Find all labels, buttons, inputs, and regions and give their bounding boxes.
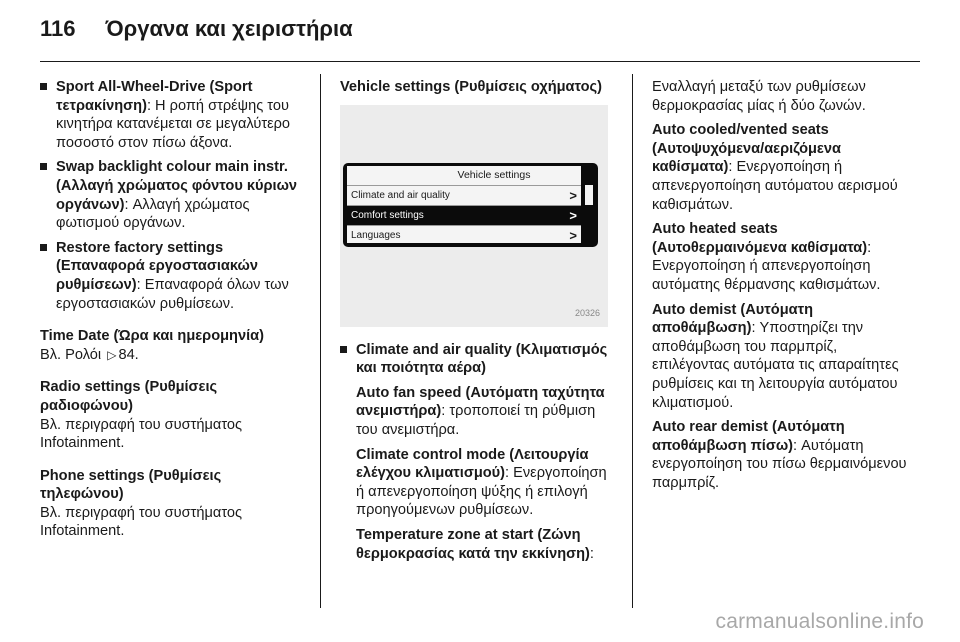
menu-title: Vehicle settings bbox=[457, 168, 531, 181]
entry-title: Climate control mode (Λειτουργία ελέγχου κλιματισμού) bbox=[356, 446, 589, 482]
settings-menu bbox=[347, 166, 581, 243]
menu-scrollbar-thumb[interactable] bbox=[585, 205, 593, 242]
entry-title: Auto cooled/vented seats (Αυτοψυχόμενα/αεριζόμενα καθίσματα) bbox=[652, 122, 841, 176]
chevron-right-icon: > bbox=[569, 227, 577, 243]
menu-item-languages[interactable] bbox=[347, 225, 581, 245]
bullet-item: Swap backlight colour main instr. (Αλλαγή χρώματος φόντου κύριων οργάνων): Αλλαγή χρώματος φωτισμού οργάνων. bbox=[40, 158, 308, 232]
entry: Auto cooled/vented seats (Αυτοψυχόμενα/αεριζόμενα καθίσματα): Ενεργοποίηση ή απενεργοποίηση αυτόματου αερισμού καθισμάτων. bbox=[652, 122, 898, 213]
chevron-right-icon: > bbox=[569, 207, 577, 223]
entry-title: Temperature zone at start (Ζώνη θερμοκρασίας κατά την εκκίνηση) bbox=[356, 526, 590, 562]
column-divider-2 bbox=[632, 74, 633, 608]
entry-title: Auto demist (Αυτόματη αποθάμβωση) bbox=[652, 301, 814, 337]
bullet-item bbox=[340, 341, 608, 378]
entry-text: τροποποιεί τη ρύθμιση του ανεμιστήρα. bbox=[356, 403, 596, 438]
entry-text: Ενεργοποίηση ή απενεργοποίηση αυτόματου αερισμού καθισμάτων. bbox=[652, 159, 898, 213]
page-reference[interactable]: 84. bbox=[118, 346, 139, 363]
bullet-text: Αλλαγή χρώματος φωτισμού οργάνων. bbox=[56, 196, 250, 232]
entry: Auto demist (Αυτόματη αποθάμβωση): Υποστηρίζει την αποθάμβωση του παρμπρίζ, επιλέγοντας αυτόματα τις απαραίτητες ρυθμίσεις και τη λειτουργία αυτόματου κλιματισμού. bbox=[652, 301, 899, 411]
entry-title: Auto fan speed (Αυτόματη ταχύτητα ανεμιστήρα) bbox=[356, 384, 605, 420]
page-number: 116 bbox=[40, 16, 76, 41]
section bbox=[40, 327, 308, 364]
entry: Auto rear demist (Αυτόματη αποθάμβωση πίσω): Αυτόματη ενεργοποίηση του πίσω θερμαινόμενου παρμπρίζ. bbox=[652, 419, 907, 491]
entry-title: Auto heated seats (Αυτοθερμαινόμενα καθίσματα) bbox=[652, 221, 868, 256]
entry: Auto heated seats (Αυτοθερμαινόμενα καθίσματα): Ενεργοποίηση ή απενεργοποίηση αυτόματης θέρμανσης καθισμάτων. bbox=[652, 221, 881, 293]
bullet-title: Restore factory settings (Επαναφορά εργοστασιακών ρυθμίσεων) bbox=[56, 239, 258, 293]
entry-text: Ενεργοποίηση ή απενεργοποίηση αυτόματης θέρμανσης καθισμάτων. bbox=[652, 258, 881, 293]
section-text: Βλ. Ρολόι bbox=[40, 346, 102, 363]
page-reference-arrow-icon: ▷ bbox=[107, 347, 117, 362]
entry: Auto fan speed (Αυτόματη ταχύτητα ανεμιστήρα): τροποποιεί τη ρύθμιση του ανεμιστήρα. bbox=[356, 384, 605, 438]
menu-item-label: Languages bbox=[351, 229, 401, 241]
bullet-text: Επαναφορά όλων των εργοστασιακών ρυθμίσεων. bbox=[56, 276, 289, 312]
bullet-title: Climate and air quality (Κλιματισμός και ποιότητα αέρα) bbox=[356, 341, 608, 377]
intro-text: Εναλλαγή μεταξύ των ρυθμίσεων θερμοκρασίας μίας ή δύο ζωνών. bbox=[652, 79, 866, 114]
section-heading: Vehicle settings (Ρυθμίσεις οχήματος) bbox=[340, 79, 603, 95]
bullet-item: Restore factory settings (Επαναφορά εργοστασιακών ρυθμίσεων): Επαναφορά όλων των εργοστασιακών ρυθμίσεων. bbox=[40, 239, 308, 313]
section-title: Radio settings (Ρυθμίσεις ραδιοφώνου) bbox=[40, 379, 218, 414]
info-display bbox=[343, 163, 598, 247]
section bbox=[40, 467, 308, 541]
menu-item-label: Climate and air quality bbox=[351, 189, 450, 201]
bullet-text: Η ροπή στρέψης του κινητήρα κατανέμεται σε μεγαλύτερο ποσοστό στον πίσω άξονα. bbox=[56, 97, 291, 151]
bullet-title: Sport All-Wheel-Drive (Sport τετρακίνηση) bbox=[56, 79, 253, 114]
menu-item-comfort-selected[interactable] bbox=[347, 205, 581, 225]
column-2 bbox=[340, 78, 608, 569]
header-rule bbox=[40, 61, 920, 62]
entry: Climate control mode (Λειτουργία ελέγχου κλιματισμού): Ενεργοποίηση ή απενεργοποίηση ψύξης ή επιλογή προηγούμενων ρυθμίσεων. bbox=[356, 446, 607, 519]
entry-title: Auto rear demist (Αυτόματη αποθάμβωση πίσω) bbox=[652, 419, 845, 454]
watermark: carmanualsonline.info bbox=[715, 610, 924, 633]
entry-text: Ενεργοποίηση ή απενεργοποίηση ψύξης ή επιλογή προηγούμενων ρυθμίσεων. bbox=[356, 465, 607, 519]
menu-item-label: Comfort settings bbox=[351, 209, 424, 221]
section-title: Phone settings (Ρυθμίσεις τηλεφώνου) bbox=[40, 467, 222, 503]
column-1 bbox=[40, 78, 308, 541]
page-title: Όργανα και χειριστήρια bbox=[105, 16, 353, 41]
section-title: Time Date (Ώρα και ημερομηνία) bbox=[40, 328, 264, 345]
section-text: Βλ. περιγραφή του συστήματος Infotainment. bbox=[40, 416, 243, 452]
column-divider-1 bbox=[320, 74, 321, 608]
display-screenshot bbox=[340, 105, 608, 327]
chevron-right-icon: > bbox=[569, 187, 577, 203]
entry: Temperature zone at start (Ζώνη θερμοκρασίας κατά την εκκίνηση): bbox=[356, 526, 594, 562]
section bbox=[40, 378, 308, 452]
column-3 bbox=[652, 78, 914, 498]
menu-scrollbar[interactable] bbox=[585, 185, 593, 242]
section-text: Βλ. περιγραφή του συστήματος Infotainment. bbox=[40, 504, 243, 540]
menu-item-climate[interactable] bbox=[347, 185, 581, 205]
bullet-title: Swap backlight colour main instr. (Αλλαγή χρώματος φόντου κύριων οργάνων) bbox=[56, 159, 298, 213]
page-header bbox=[40, 16, 353, 52]
bullet-item: Sport All-Wheel-Drive (Sport τετρακίνηση): Η ροπή στρέψης του κινητήρα κατανέμεται σε μεγαλύτερο ποσοστό στον πίσω άξονα. bbox=[40, 78, 308, 152]
image-code: 20326 bbox=[574, 308, 600, 318]
entry-text: Υποστηρίζει την αποθάμβωση του παρμπρίζ, επιλέγοντας αυτόματα τις απαραίτητες ρυθμίσεις και τη λειτουργία αυτόματου κλιματισμού. bbox=[652, 320, 899, 411]
entry-text: Αυτόματη ενεργοποίηση του πίσω θερμαινόμενου παρμπρίζ. bbox=[652, 437, 907, 491]
